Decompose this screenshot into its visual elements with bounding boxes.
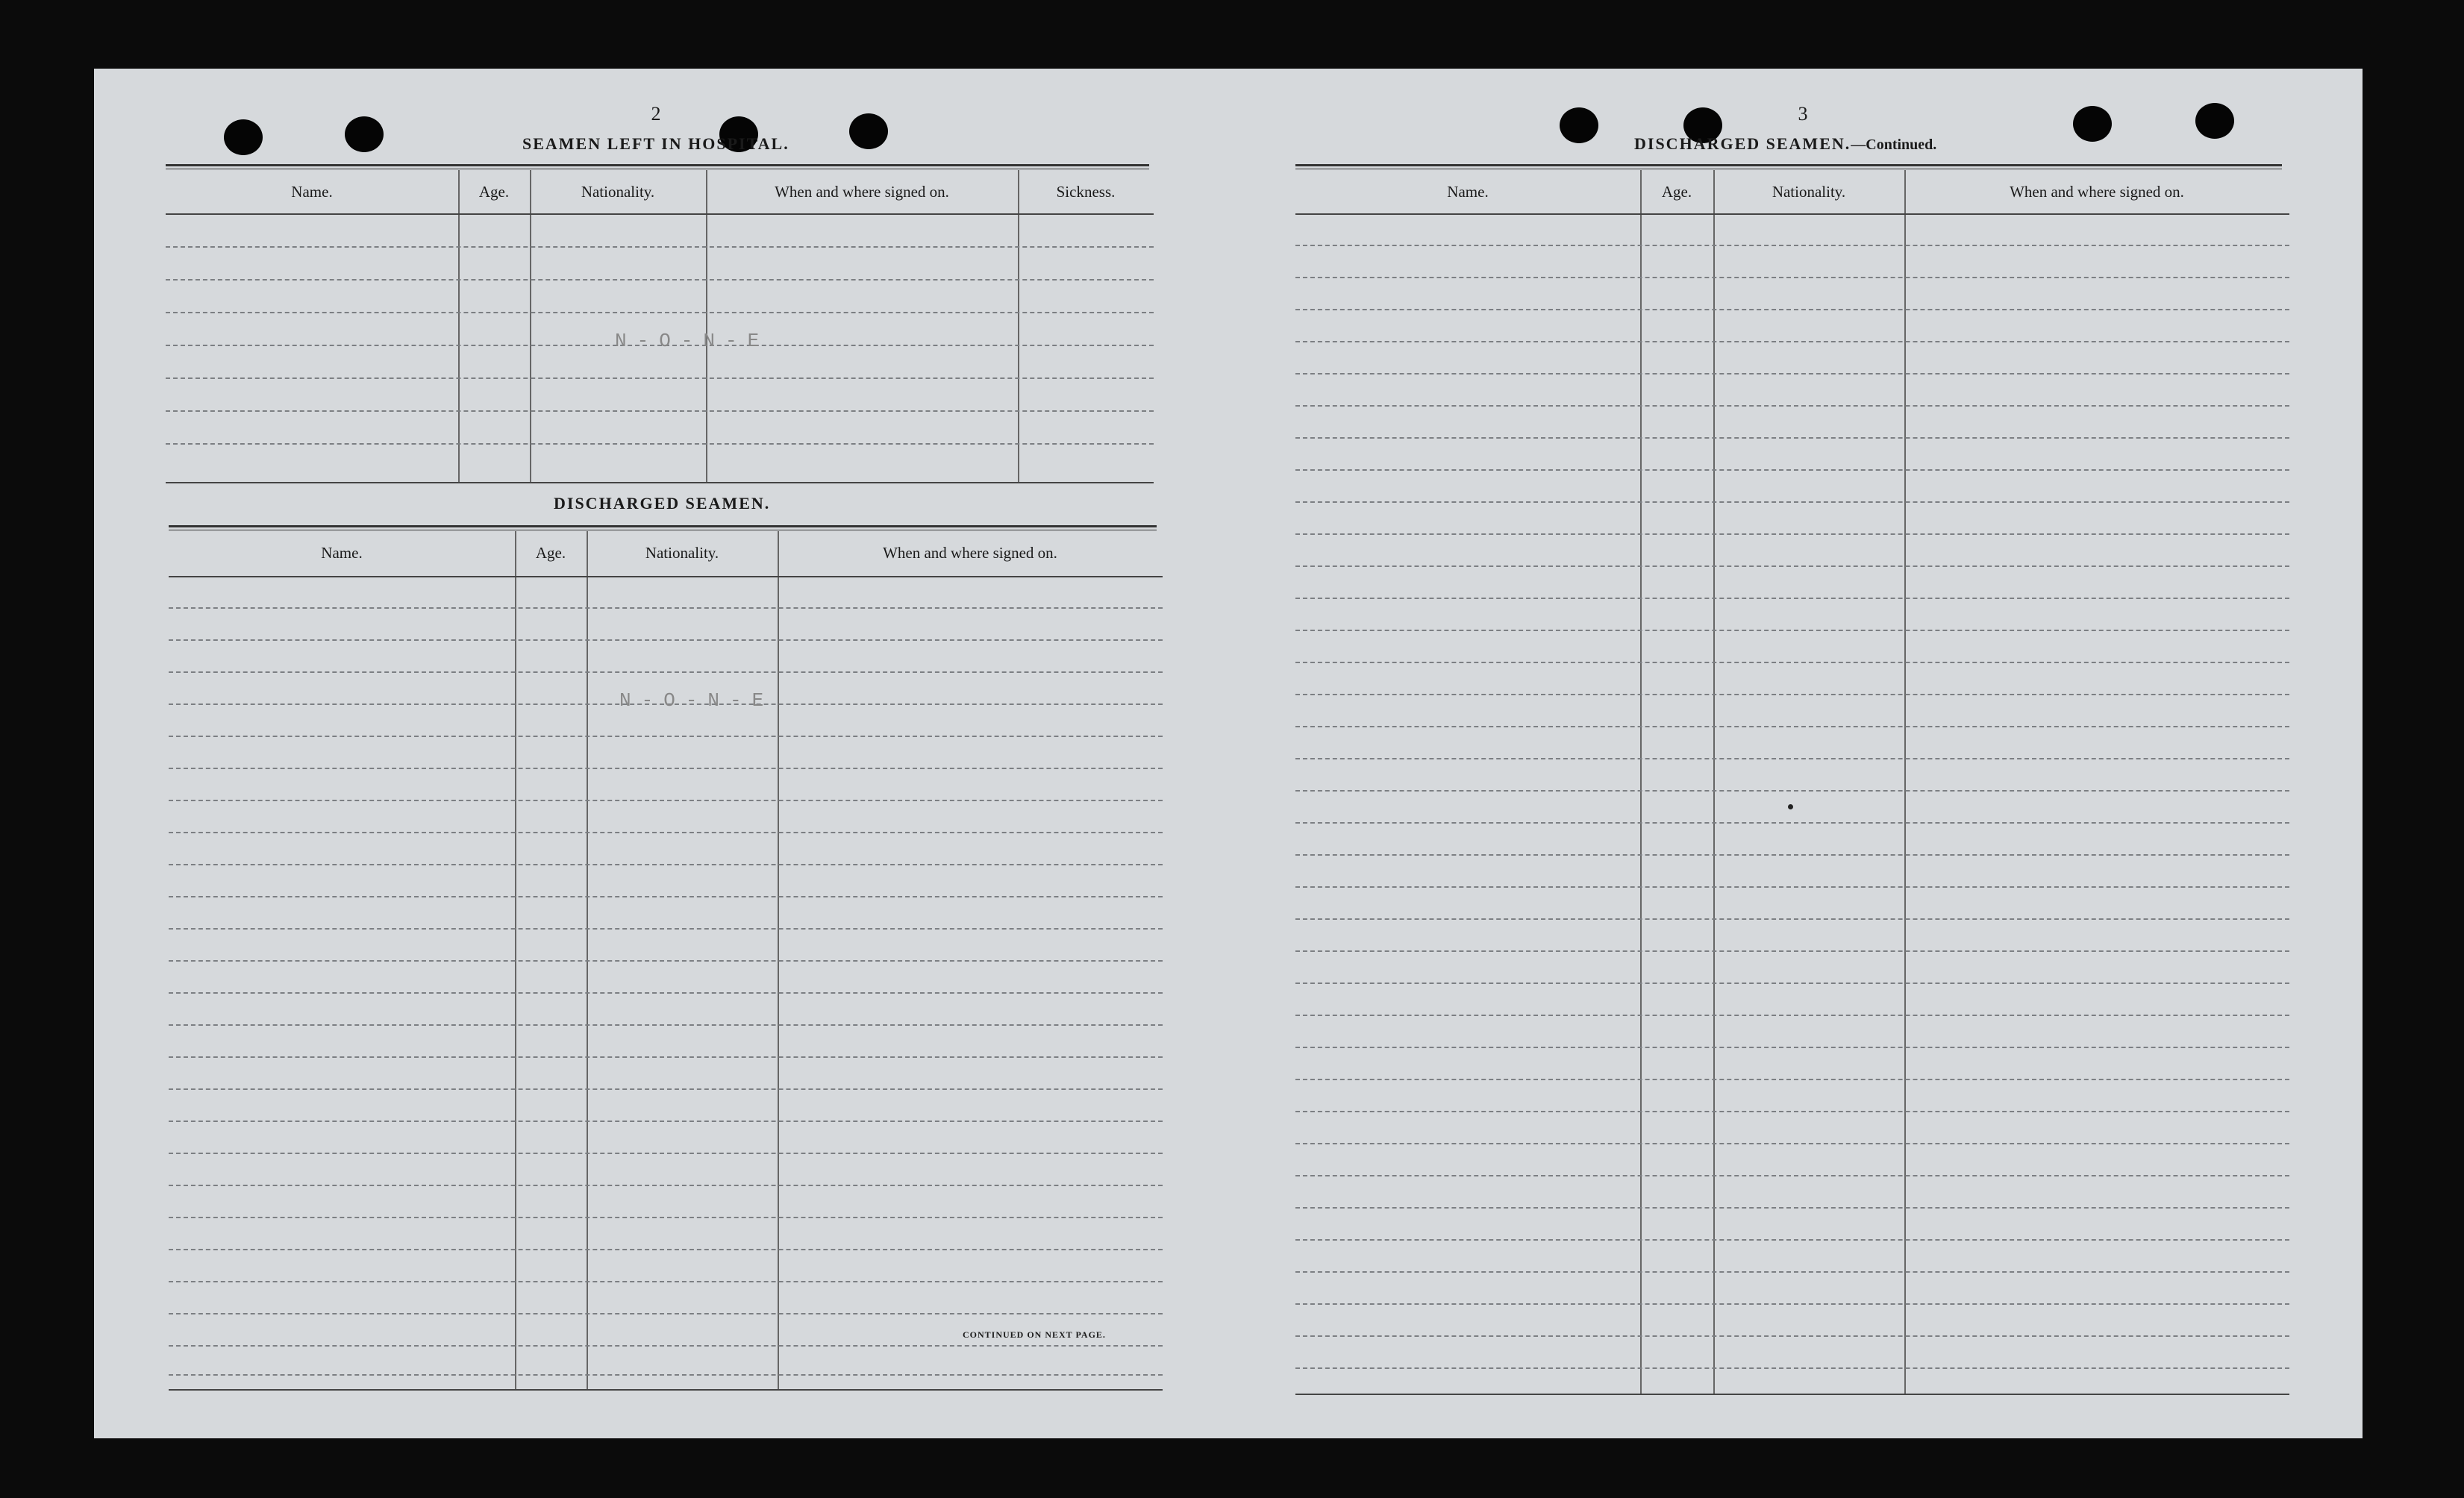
record-sheet — [94, 69, 2363, 1438]
ruled-line — [169, 1153, 1163, 1154]
ruled-line — [169, 1313, 1163, 1314]
column-header-nationality: Nationality. — [1772, 183, 1846, 201]
header-rule — [1295, 213, 2289, 215]
column-divider — [1018, 170, 1019, 482]
ruled-line — [1295, 1079, 2289, 1080]
column-divider — [1640, 170, 1642, 1394]
column-divider — [530, 170, 531, 482]
ruled-line — [1295, 533, 2289, 535]
ruled-line — [1295, 373, 2289, 374]
ruled-line — [1295, 1143, 2289, 1144]
column-divider — [458, 170, 460, 482]
column-header-nationality: Nationality. — [645, 544, 719, 562]
ruled-line — [1295, 1303, 2289, 1305]
ruled-line — [169, 1374, 1163, 1376]
page-number: 2 — [651, 103, 661, 125]
ruled-line — [1295, 983, 2289, 984]
table-bottom-rule — [166, 482, 1154, 483]
title-rule — [166, 164, 1149, 169]
column-header-signed-on: When and where signed on. — [883, 544, 1057, 562]
table-bottom-rule — [169, 1389, 1163, 1391]
ruled-line — [166, 410, 1154, 412]
ruled-line — [1295, 630, 2289, 631]
column-divider — [1713, 170, 1715, 1394]
ruled-line — [169, 639, 1163, 641]
ruled-line — [169, 992, 1163, 994]
ruled-line — [1295, 662, 2289, 663]
ruled-line — [169, 1024, 1163, 1026]
punch-hole — [224, 119, 263, 155]
column-header-sickness: Sickness. — [1056, 183, 1116, 201]
column-header-name: Name. — [321, 544, 363, 562]
column-header-age: Age. — [1661, 183, 1692, 201]
discharged-continued-table — [1295, 170, 2289, 1401]
ruled-line — [1295, 437, 2289, 439]
ruled-line — [1295, 1271, 2289, 1273]
column-header-nationality: Nationality. — [581, 183, 655, 201]
ruled-line — [169, 1249, 1163, 1250]
title-suffix: —Continued. — [1851, 137, 1937, 153]
ruled-line — [1295, 341, 2289, 342]
ruled-line — [169, 1281, 1163, 1282]
ruled-line — [169, 671, 1163, 673]
ruled-line — [169, 832, 1163, 833]
header-rule — [166, 213, 1154, 215]
column-divider — [706, 170, 707, 482]
ruled-line — [169, 607, 1163, 609]
ruled-line — [169, 1056, 1163, 1058]
ruled-line — [1295, 886, 2289, 888]
ruled-line — [1295, 565, 2289, 567]
ruled-line — [1295, 822, 2289, 824]
ruled-line — [166, 246, 1154, 248]
ruled-line — [169, 896, 1163, 897]
ruled-line — [1295, 1111, 2289, 1112]
ruled-line — [166, 443, 1154, 445]
ruled-line — [1295, 758, 2289, 759]
discharged-continued-title — [1634, 134, 1936, 154]
ruled-line — [169, 736, 1163, 737]
ruled-line — [1295, 1047, 2289, 1048]
right-page — [1228, 69, 2363, 1438]
ruled-line — [1295, 405, 2289, 407]
page-number: 3 — [1798, 103, 1808, 125]
ruled-line — [1295, 1175, 2289, 1176]
ruled-line — [1295, 501, 2289, 503]
title-rule — [169, 525, 1157, 530]
continued-footer: CONTINUED ON NEXT PAGE. — [963, 1329, 1106, 1340]
ruled-line — [169, 1217, 1163, 1218]
discharged-table — [169, 531, 1163, 1397]
ruled-line — [1295, 694, 2289, 695]
ruled-line — [166, 312, 1154, 313]
none-stamp: N-O-N-E — [615, 330, 770, 352]
table-bottom-rule — [1295, 1394, 2289, 1395]
ink-speck — [1788, 804, 1793, 809]
ruled-line — [169, 768, 1163, 769]
ruled-line — [1295, 1367, 2289, 1369]
column-divider — [1904, 170, 1906, 1394]
ruled-line — [1295, 950, 2289, 952]
ruled-line — [166, 377, 1154, 379]
ruled-line — [169, 1088, 1163, 1090]
left-page — [94, 69, 1228, 1438]
ruled-line — [1295, 854, 2289, 856]
title-text: DISCHARGED SEAMEN. — [1634, 134, 1851, 153]
title-rule — [1295, 164, 2282, 169]
ruled-line — [169, 960, 1163, 962]
header-rule — [169, 576, 1163, 577]
discharged-section-title: DISCHARGED SEAMEN. — [554, 494, 771, 513]
punch-hole — [2195, 103, 2234, 139]
ruled-line — [1295, 726, 2289, 727]
column-header-name: Name. — [291, 183, 333, 201]
hospital-section-title: SEAMEN LEFT IN HOSPITAL. — [522, 134, 789, 153]
column-header-name: Name. — [1447, 183, 1489, 201]
ruled-line — [1295, 469, 2289, 471]
ruled-line — [169, 1121, 1163, 1122]
ruled-line — [1295, 918, 2289, 920]
punch-hole — [345, 116, 384, 152]
hospital-table — [166, 170, 1154, 483]
column-header-signed-on: When and where signed on. — [2010, 183, 2184, 201]
ruled-line — [1295, 790, 2289, 792]
column-header-age: Age. — [535, 544, 566, 562]
ruled-line — [169, 864, 1163, 865]
ruled-line — [166, 279, 1154, 281]
none-stamp: N-O-N-E — [619, 689, 775, 712]
ruled-line — [1295, 245, 2289, 246]
punch-hole — [2073, 106, 2112, 142]
ruled-line — [1295, 309, 2289, 310]
ruled-line — [169, 928, 1163, 930]
punch-hole — [849, 113, 888, 149]
ruled-line — [1295, 277, 2289, 278]
ruled-line — [1295, 1207, 2289, 1209]
ruled-line — [169, 1185, 1163, 1186]
column-header-age: Age. — [478, 183, 510, 201]
punch-hole — [1560, 107, 1598, 143]
ruled-line — [1295, 1015, 2289, 1016]
ruled-line — [1295, 598, 2289, 599]
ruled-line — [169, 800, 1163, 801]
column-header-signed-on: When and where signed on. — [775, 183, 949, 201]
ruled-line — [169, 1345, 1163, 1347]
ruled-line — [1295, 1335, 2289, 1337]
ruled-line — [1295, 1239, 2289, 1241]
